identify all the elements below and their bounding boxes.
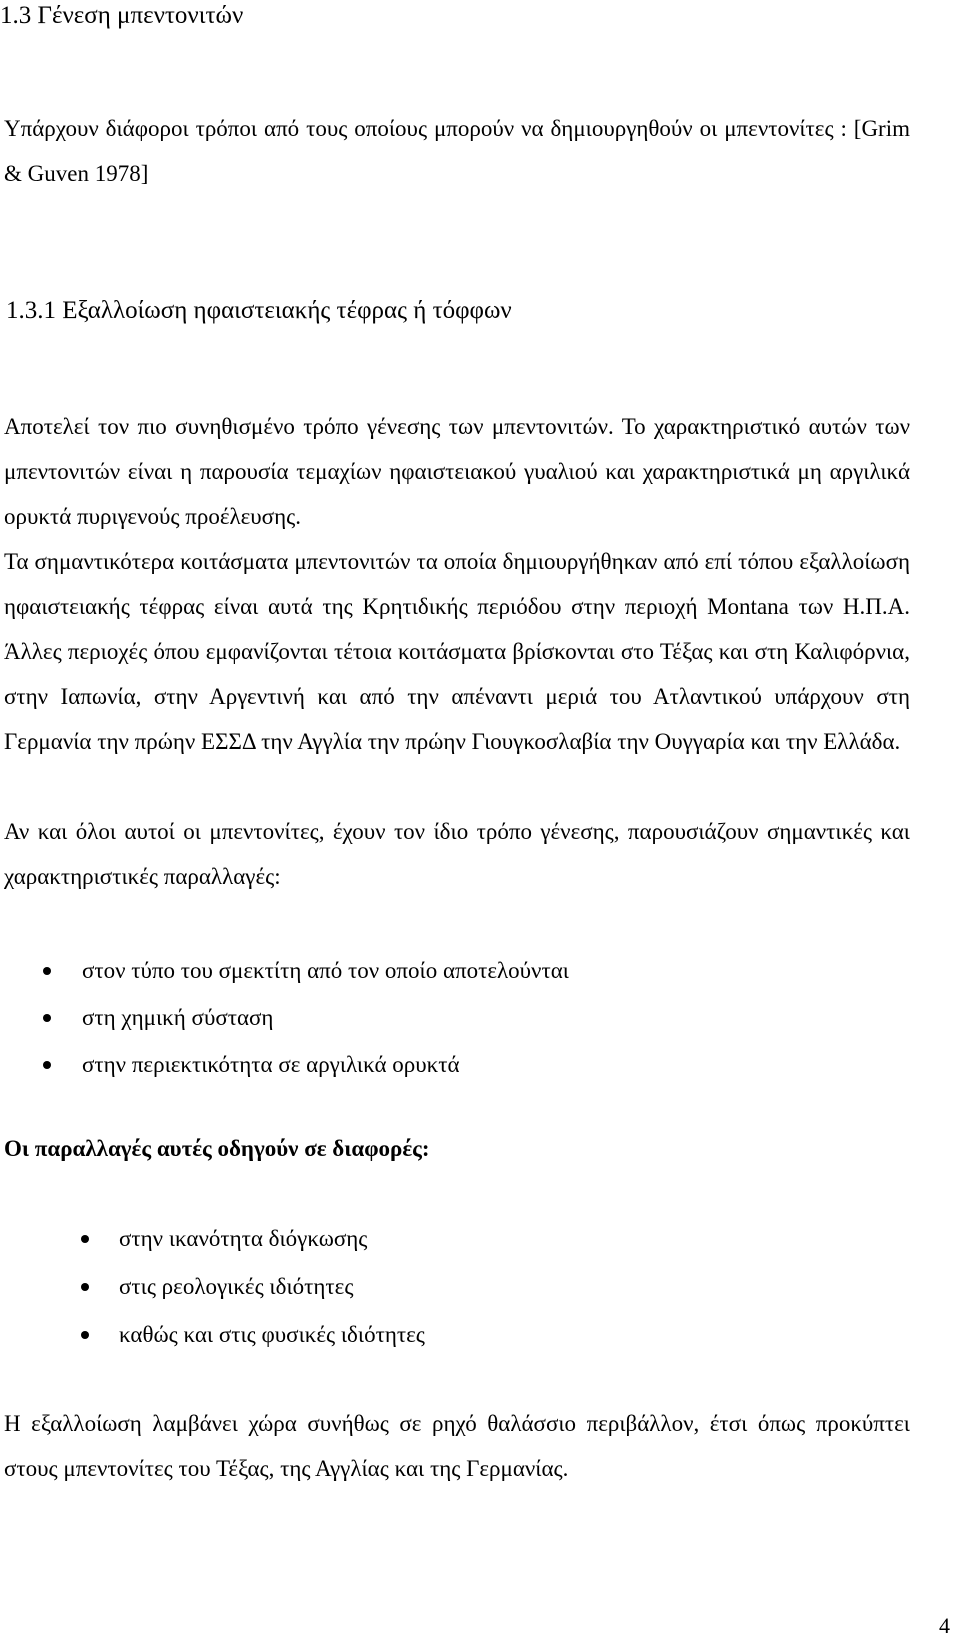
differences-list [119, 1225, 425, 1369]
differences-title: Οι παραλλαγές αυτές οδηγούν σε διαφορές: [4, 1136, 430, 1161]
list-item-text: στη χημική σύσταση [82, 1005, 274, 1030]
bullet-icon [43, 1014, 51, 1022]
list-item-text: στον τύπο του σμεκτίτη από τον οποίο αποτελούνται [82, 958, 569, 983]
variations-list [82, 957, 569, 1098]
list-item [82, 1051, 569, 1078]
paragraph-environment: Η εξαλλοίωση λαμβάνει χώρα συνήθως σε ρηχό θαλάσσιο περιβάλλον, έτσι όπως προκύπτει στους μπεντονίτες του Τέξας, της Αγγλίας και της Γερμανίας. [4, 1411, 910, 1481]
list-item [119, 1321, 425, 1348]
paragraph-deposits: Τα σημαντικότερα κοιτάσματα μπεντονιτών τα οποία δημιουργήθηκαν από επί τόπου εξαλλοίωση ηφαιστειακής τέφρας είναι αυτά της Κρητιδικής περιόδου στην περιοχή Montana των Η.Π.Α. Άλλες περιοχές όπου εμφανίζονται τέτοια κοιτάσματα βρίσκονται στο Τέξας και στη Καλιφόρνια, στην Ιαπωνία, στην Αργεντινή και από την απέναντι μεριά του Ατλαντικού υπάρχουν στη Γερμανία την πρώην ΕΣΣΔ την Αγγλία την πρώην Γιουγκοσλαβία την Ουγγαρία και την Ελλάδα. [4, 549, 910, 754]
list-item-text: στην περιεκτικότητα σε αργιλικά ορυκτά [82, 1052, 460, 1077]
paragraph-variations: Αν και όλοι αυτοί οι μπεντονίτες, έχουν τον ίδιο τρόπο γένεσης, παρουσιάζουν σημαντικές και χαρακτηριστικές παραλλαγές: [4, 819, 910, 889]
list-item [82, 957, 569, 984]
list-item [82, 1004, 569, 1031]
list-item [119, 1273, 425, 1300]
page-number: 4 [939, 1613, 950, 1638]
bullet-icon [81, 1283, 89, 1291]
intro-paragraph: Υπάρχουν διάφοροι τρόποι από τους οποίους μπορούν να δημιουργηθούν οι μπεντονίτες : [Grim & Guven 1978] [4, 116, 910, 186]
bullet-icon [81, 1331, 89, 1339]
list-item-text: καθώς και στις φυσικές ιδιότητες [119, 1322, 425, 1347]
bullet-icon [43, 1061, 51, 1069]
bullet-icon [81, 1235, 89, 1243]
list-item-text: στην ικανότητα διόγκωσης [119, 1226, 368, 1251]
bullet-icon [43, 967, 51, 975]
subsection-heading: 1.3.1 Εξαλλοίωση ηφαιστειακής τέφρας ή τόφφων [6, 297, 512, 324]
list-item-text: στις ρεολογικές ιδιότητες [119, 1274, 354, 1299]
paragraph-origin: Αποτελεί τον πιο συνηθισμένο τρόπο γένεσης των μπεντονιτών. Το χαρακτηριστικό αυτών των μπεντονιτών είναι η παρουσία τεμαχίων ηφαιστειακού γυαλιού και χαρακτηριστικά μη αργιλικά ορυκτά πυριγενούς προέλευσης. [4, 414, 910, 529]
list-item [119, 1225, 425, 1252]
section-heading: 1.3 Γένεση μπεντονιτών [0, 2, 244, 29]
